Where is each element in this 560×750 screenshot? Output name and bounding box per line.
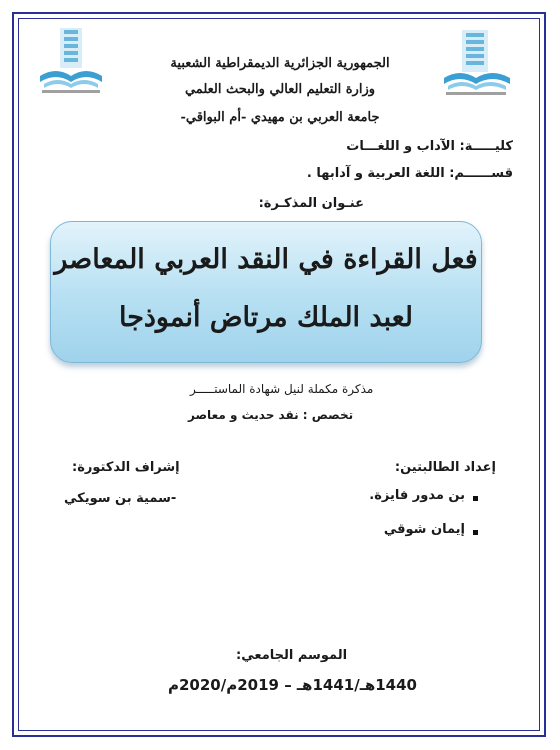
thesis-title-box [50,221,482,363]
bullet-icon [473,496,478,501]
thesis-title-line-1: فعل القراءة في النقد العربي المعاصر [54,244,478,275]
academic-year-value: 1440هـ/1441هـ – 2019م/2020م [168,676,417,694]
faculty-label: كليـــــة: [459,139,513,154]
degree-statement: مذكرة مكملة لنيل شهادة الماستـــــر [190,382,374,396]
student-name-2: إيمان شوقي [383,522,465,537]
department-row [307,166,513,181]
student-name-1: بن مدور فايزة. [369,488,465,503]
ministry-name: وزارة التعليم العالي والبحث العلمي [184,82,376,97]
specialty: تخصص : نقد حديث و معاصر [188,408,354,422]
faculty-value: الآداب و اللغـــات [346,139,455,154]
bullet-icon [473,530,478,535]
supervisor-label: إشراف الدكتورة: [72,460,180,475]
department-value: اللغة العربية و آدابها . [306,166,445,181]
thesis-title-line-2: لعبد الملك مرتاض أنموذجا [118,302,414,333]
university-name: جامعة العربي بن مهيدي -أم البواقي- [180,110,380,125]
department-label: قســــــم: [449,166,513,181]
supervisor-name: -سمية بن سويكي [64,491,177,506]
faculty-row [346,139,513,154]
students-label: إعداد الطالبتين: [394,460,496,475]
academic-year-label: الموسم الجامعي: [236,648,348,663]
thesis-title-label: عنـوان المذكـرة: [258,196,364,211]
republic-name: الجمهورية الجزائرية الديمقراطية الشعبية [170,56,390,71]
